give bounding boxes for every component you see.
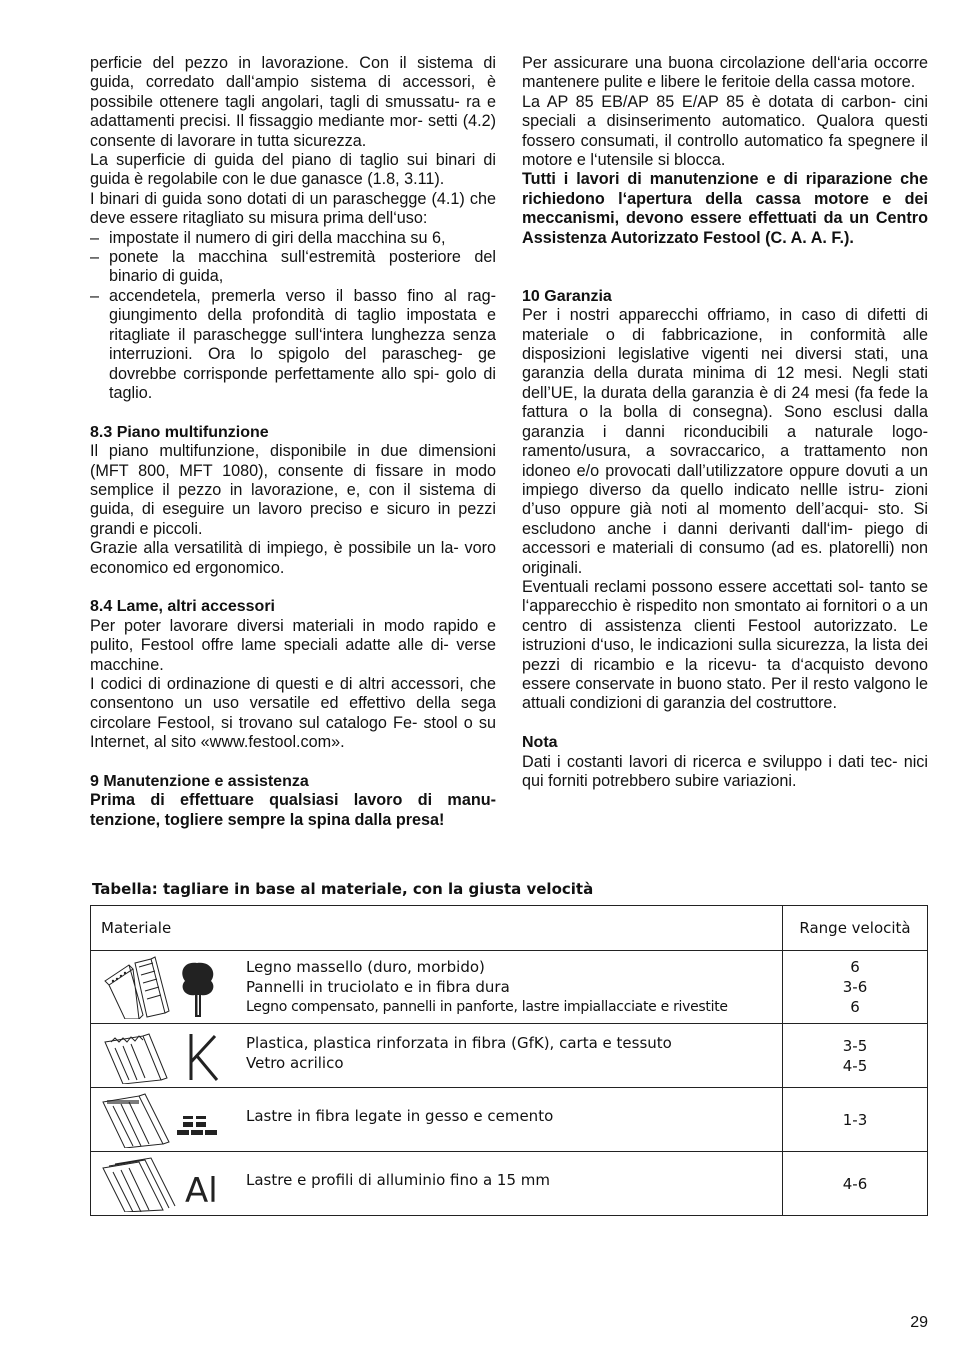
carbon-brushes-paragraph: La AP 85 EB/AP 85 E/AP 85 è dotata di carbon- cini speciali a disinserimento automatico. Qualora questi fossero consumati, il controllo automatico fa spegnere il motore e l‘utensile si blocca. (522, 92, 928, 170)
repair-warning: Tutti i lavori di manutenzione e di riparazione che richiedono l‘apertura della cassa motore e dei meccanismi, devono essere effettuati da un Centro Assistenza Autorizzato Festool (C. A. A. F.). (522, 170, 928, 247)
section-8-4-title: 8.4 Lame, altri accessori (90, 598, 275, 616)
material-line: Legno massello (duro, morbido) (246, 958, 485, 976)
section-8-3-paragraph: Il piano multifunzione, disponibile in due dimensioni (MFT 800, MFT 1080), consente di fissare in modo semplice il pezzo in lavorazione, e, con il sistema di guida, di eseguire un lavoro preciso e sicuro in pezzi grandi e piccoli. (90, 442, 496, 538)
material-line: Pannelli in truciolato e in fibra dura (246, 978, 510, 996)
section-9-warning: Prima di effettuare qualsiasi lavoro di manu- tenzione, togliere sempre la spina dalla presa! (90, 791, 496, 829)
table-header-row (91, 906, 928, 951)
claims-paragraph: Eventuali reclami possono essere accettati sol- tanto se l‘apparecchio è rispedito non smontato ai fornitori o a un centro di assistenza clienti Festool autorizzato. Le istruzioni d‘uso, le indicazioni sulla sicurezza, la lista dei pezzi di ricambio e la ricevu- ta d‘acquisto devono essere conservate in buono stato. Per il resto valgono le attuali condizioni di garanzia del costruttore. (522, 577, 928, 713)
speed-cell (783, 1024, 928, 1088)
bricks-icon (99, 1092, 239, 1148)
speed-value: 4-6 (842, 1174, 868, 1193)
section-8-3-title: 8.3 Piano multifunzione (90, 423, 269, 441)
section-8-3-paragraph-2: Grazie alla versatilità di impiego, è possibile un la- voro economico ed ergonomico. (90, 539, 496, 577)
header-speed: Range velocità (783, 906, 928, 951)
splinter-guard-paragraph: I binari di guida sono dotati di un paraschegge (4.1) che deve essere ritagliato su misura prima dell‘uso: (90, 189, 496, 228)
section-8-4-paragraph: Per poter lavorare diversi materiali in modo rapido e pulito, Festool offre lame speciali adatte alle di- verse macchine. (90, 616, 496, 674)
table-title: Tabella: tagliare in base al materiale, con la giusta velocità (92, 880, 594, 898)
speed-value: 6 (850, 958, 860, 976)
intro-paragraph: perficie del pezzo in lavorazione. Con il sistema di guida, corredato dall‘ampio sistema di accessori, è possibile ottenere tagli angolari, tagli di smussatu- ra e adattamenti precisi. Il fissaggio mediante mor- setti (4.2) consente di lavorare in tutta sicurezza. (90, 54, 496, 150)
section-8-4-paragraph-2: I codici di ordinazione di questi e di altri accessori, che consentono un uso versatile ed effettivo della sega circolare Festool, si trovano sul catalogo Fe- stool o su Internet, al sito «www.festool.com». (90, 674, 496, 752)
material-line: Vetro acrilico (246, 1053, 344, 1072)
material-line: Legno compensato, pannelli in panforte, lastre impiallacciate e rivestite (246, 999, 728, 1015)
list-item: – accendetela, premerla verso il basso fino al rag- giungimento della profondità di taglio impostata e ritagliate il paraschegge sull‘intera lunghezza senza interruzioni. Ora lo spigolo del parascheg- ge dovrebbe corrisponde perfettamente allo spi- golo di taglio. (90, 287, 496, 403)
left-column (90, 54, 496, 830)
speed-value: 6 (850, 998, 860, 1016)
table-row (91, 1152, 928, 1216)
speed-value: 3-5 (842, 1036, 868, 1055)
steps-list (90, 229, 496, 404)
warranty-paragraph: Per i nostri apparecchi offriamo, in caso di difetti di materiale o di fabbricazione, in conformità alle disposizioni legislative vigenti nei diversi stati, una garanzia della durata minima di 12 mesi. Negli stati dell’UE, la durata della garanzia è di 24 mesi (fa fede la fattura o la bolla di consegna). Sono esclusi dalla garanzia i danni riconducibili a naturale logo- ramento/usura, a sovraccarico, a trattamento non idoneo e/o provocati dall’utilizzatore oppure dovuti a un impiego diverso da quello indicato nellle istru- zioni d’uso oppure già noti al momento dell’acqui- sto. Si escludono anche i danni derivanti dall‘im- piego di accessori e materiali di consumo (ad es. platorelli) non originali. (522, 306, 928, 577)
page-number: 29 (910, 1314, 928, 1331)
table-row (91, 1088, 928, 1152)
material-line: Plastica, plastica rinforzata in fibra (GfK), carta e tessuto (246, 1033, 672, 1052)
speed-value: 1-3 (842, 1110, 868, 1129)
aluminium-al-icon (99, 1156, 239, 1212)
ventilation-paragraph: Per assicurare una buona circolazione dell‘aria occorre mantenere pulite e libere le feritoie della cassa motore. (522, 54, 928, 92)
header-material: Materiale (91, 906, 783, 951)
speed-value: 3-6 (842, 978, 868, 996)
section-9-title: 9 Manutenzione e assistenza (90, 772, 309, 790)
speed-value: 4-5 (842, 1056, 868, 1075)
wood-tree-icon (99, 955, 239, 1019)
material-cell (91, 1088, 783, 1152)
material-speed-table (90, 905, 928, 1216)
right-column (522, 54, 928, 791)
al-symbol: Al (185, 1171, 218, 1211)
nota-paragraph: Dati i costanti lavori di ricerca e sviluppo i dati tec- nici qui forniti potrebbero subire variazioni. (522, 752, 928, 790)
material-line: Lastre e profili di alluminio fino a 15 mm (246, 1170, 550, 1189)
speed-cell (783, 1152, 928, 1216)
material-line: Lastre in fibra legate in gesso e cemento (246, 1106, 554, 1125)
material-cell (91, 1152, 783, 1216)
speed-cell (783, 951, 928, 1024)
nota-title: Nota (522, 734, 558, 752)
list-item: – impostate il numero di giri della macchina su 6, (90, 229, 496, 248)
table-row (91, 951, 928, 1024)
material-cell (91, 1024, 783, 1088)
material-cell (91, 951, 783, 1024)
section-10-title: 10 Garanzia (522, 287, 612, 305)
table-row (91, 1024, 928, 1088)
list-item: – ponete la macchina sull‘estremità posteriore del binario di guida, (90, 248, 496, 287)
guide-surface-paragraph: La superficie di guida del piano di taglio sui binari di guida è regolabile con le due ganasce (1.8, 3.11). (90, 151, 496, 189)
speed-cell (783, 1088, 928, 1152)
plastic-k-icon (99, 1028, 239, 1084)
